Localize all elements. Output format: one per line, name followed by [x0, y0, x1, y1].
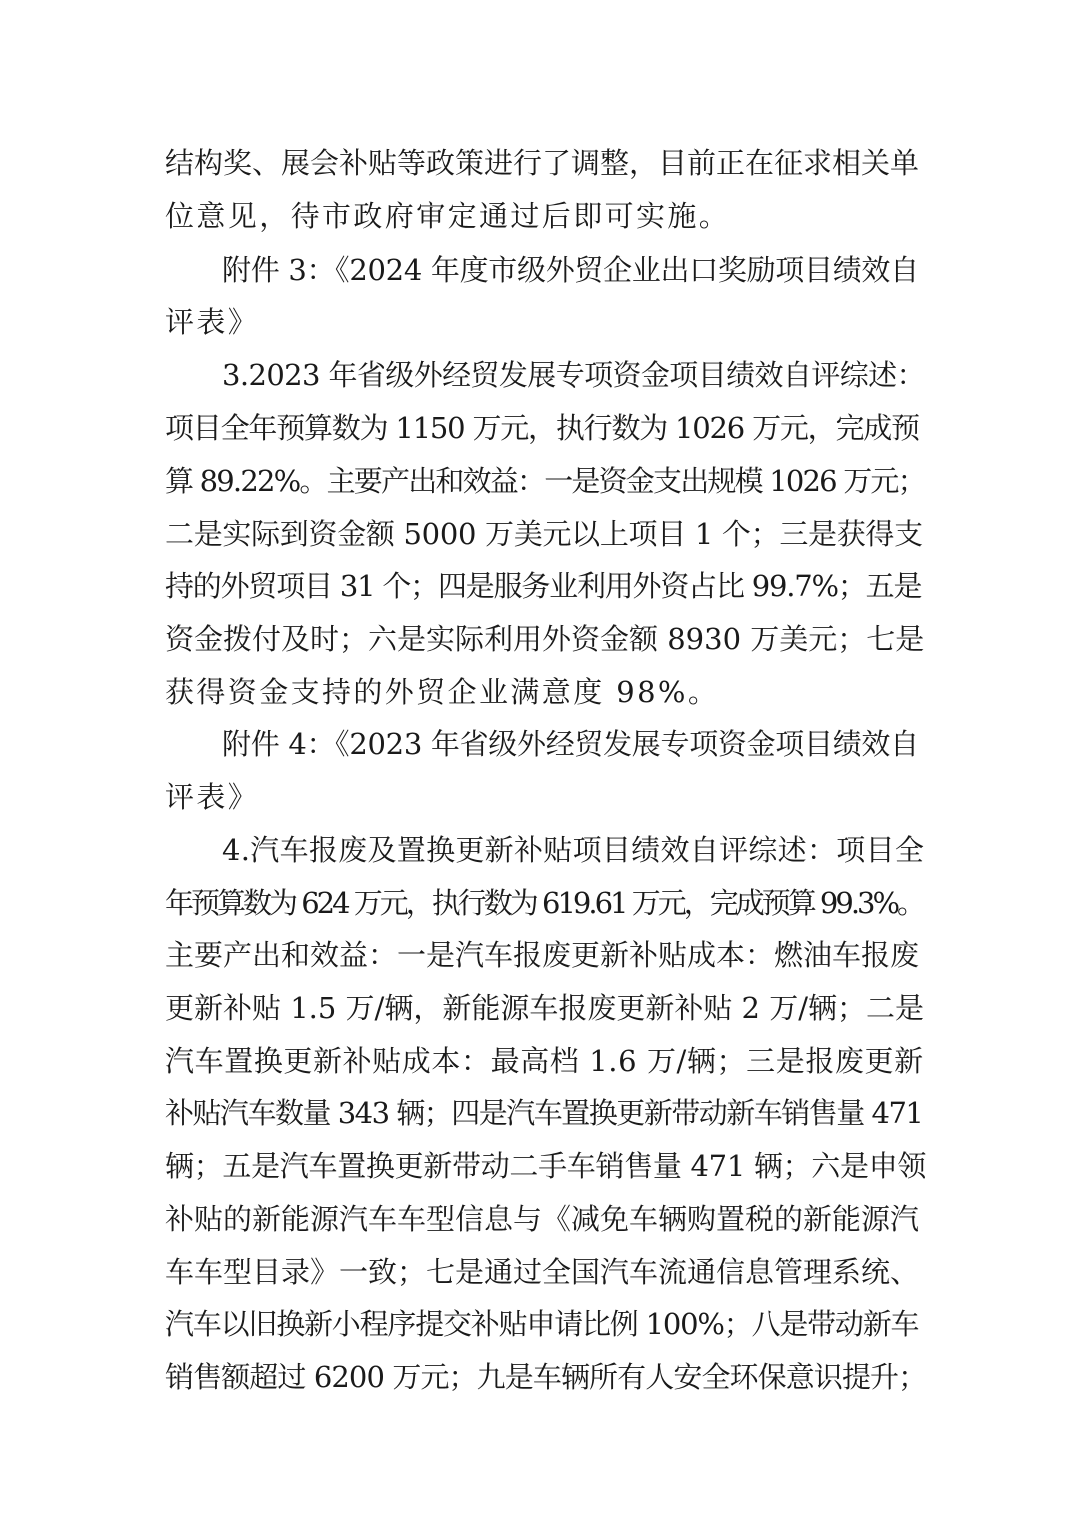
- text-line: 评表》: [165, 780, 260, 814]
- text-line: 项目全年预算数为 1150 万元，执行数为 1026 万元，完成预: [165, 411, 919, 445]
- text-line: 销售额超过 6200 万元；九是车辆所有人安全环保意识提升；: [165, 1360, 927, 1394]
- text-line: 3.2023 年省级外经贸发展专项资金项目绩效自评综述：: [222, 358, 925, 392]
- text-line: 结构奖、展会补贴等政策进行了调整，目前正在征求相关单: [165, 146, 920, 180]
- text-line: 汽车置换更新补贴成本：最高档 1.6 万/辆；三是报废更新: [165, 1044, 924, 1078]
- text-line: 位意见，待市政府审定通过后即可实施。: [165, 199, 731, 233]
- text-line: 附件 4：《2023 年省级外经贸发展专项资金项目绩效自: [222, 727, 919, 761]
- text-line: 辆；五是汽车置换更新带动二手车销售量 471 辆；六是申领: [165, 1149, 927, 1183]
- text-line: 持的外贸项目 31 个；四是服务业利用外资占比 99.7%；五是: [165, 569, 922, 603]
- text-line: 补贴汽车数量 343 辆；四是汽车置换更新带动新车销售量 471: [165, 1096, 923, 1130]
- text-line: 获得资金支持的外贸企业满意度 98%。: [165, 675, 720, 709]
- text-line: 算 89.22%。主要产出和效益：一是资金支出规模 1026 万元；: [165, 464, 925, 498]
- text-line: 年预算数为 624 万元，执行数为 619.61 万元，完成预算 99.3%。: [165, 886, 924, 920]
- text-line: 资金拨付及时；六是实际利用外资金额 8930 万美元；七是: [165, 622, 925, 656]
- text-line: 更新补贴 1.5 万/辆，新能源车报废更新补贴 2 万/辆；二是: [165, 991, 924, 1025]
- text-line: 评表》: [165, 305, 260, 339]
- text-line: 4.汽车报废及置换更新补贴项目绩效自评综述：项目全: [222, 833, 925, 867]
- text-line: 汽车以旧换新小程序提交补贴申请比例 100%；八是带动新车: [165, 1307, 919, 1341]
- text-line: 附件 3：《2024 年度市级外贸企业出口奖励项目绩效自: [222, 253, 919, 287]
- text-line: 二是实际到资金额 5000 万美元以上项目 1 个；三是获得支: [165, 517, 923, 551]
- text-line: 车车型目录》一致；七是通过全国汽车流通信息管理系统、: [165, 1255, 920, 1289]
- text-line: 补贴的新能源汽车车型信息与《减免车辆购置税的新能源汽: [165, 1202, 920, 1236]
- text-line: 主要产出和效益：一是汽车报废更新补贴成本：燃油车报废: [165, 938, 920, 972]
